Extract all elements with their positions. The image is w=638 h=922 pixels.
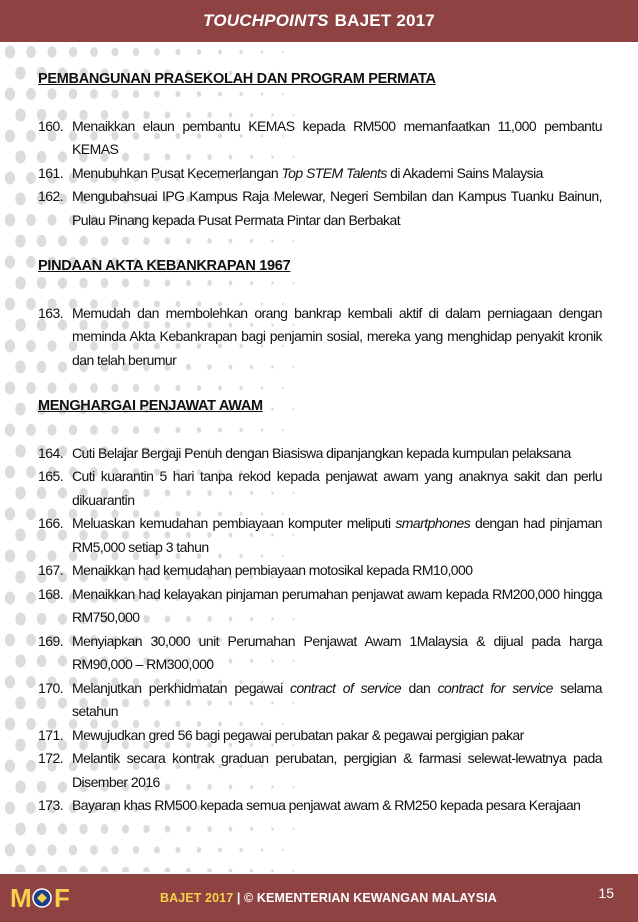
pattern-dot — [282, 51, 284, 53]
item-number: 170. — [38, 679, 64, 696]
pattern-dot — [26, 676, 36, 688]
item-number: 162. — [38, 188, 64, 204]
item-emphasis: contract of service — [290, 679, 402, 696]
pattern-dot — [26, 844, 36, 856]
pattern-dot — [5, 508, 15, 521]
item-text: Menubuhkan Pusat Kecemerlangan Top STEM Talents di Akademi Sains Malaysia — [72, 164, 543, 181]
pattern-dot — [207, 868, 212, 872]
pattern-dot — [37, 823, 47, 835]
header-touchpoints: TOUCHPOINTS — [203, 11, 329, 30]
item-number: 163. — [38, 304, 64, 321]
list-item — [38, 185, 602, 232]
pattern-dot — [5, 46, 15, 59]
pattern-dot — [5, 760, 15, 773]
pattern-dot — [101, 866, 109, 872]
pattern-dot — [197, 847, 202, 853]
pattern-dot — [165, 867, 171, 872]
pattern-dot — [15, 109, 25, 122]
pattern-dot — [26, 298, 36, 310]
pattern-dot — [47, 844, 56, 855]
item-number: 167. — [38, 562, 64, 578]
pattern-dot — [26, 256, 36, 268]
pattern-dot — [122, 867, 129, 872]
item-text: Cuti Belajar Bergaji Penuh dengan Biasiswa dipanjangkan kepada kumpulan pelaksana — [72, 444, 571, 461]
item-number: 164. — [38, 444, 64, 461]
pattern-dot — [5, 550, 15, 563]
pattern-dot — [282, 849, 284, 851]
list-item — [38, 724, 602, 748]
pattern-dot — [26, 382, 36, 394]
pattern-dot — [5, 718, 15, 731]
footer-caption: BAJET 2017 | © KEMENTERIAN KEWANGAN MALAYSIA — [160, 891, 497, 905]
pattern-dot — [5, 340, 15, 353]
item-number: 166. — [38, 515, 64, 531]
logo-letter-m: M — [10, 883, 32, 913]
pattern-dot — [15, 571, 25, 584]
pattern-dot — [15, 445, 25, 458]
page-number: 15 — [598, 885, 614, 901]
pattern-dot — [90, 845, 98, 855]
list-item — [38, 442, 602, 466]
list-item — [38, 583, 602, 630]
item-emphasis: contract for service — [437, 679, 553, 696]
pattern-dot — [261, 50, 264, 53]
list-item — [38, 162, 602, 186]
item-number: 172. — [38, 750, 64, 766]
list-item — [38, 677, 602, 724]
item-text: Menaikkan had kelayakan pinjaman perumahan penjawat awam kepada RM200,000 hingga RM750,000 — [72, 585, 602, 625]
pattern-dot — [15, 529, 25, 542]
pattern-dot — [15, 739, 25, 752]
pattern-dot — [15, 277, 25, 290]
list-item — [38, 747, 602, 794]
pattern-dot — [15, 151, 25, 164]
pattern-dot — [122, 825, 129, 834]
list-item — [38, 559, 602, 583]
header-bajet: BAJET 2017 — [334, 11, 435, 30]
pattern-dot — [26, 46, 36, 58]
pattern-dot — [5, 634, 15, 647]
pattern-dot — [5, 298, 15, 311]
pattern-dot — [15, 67, 25, 80]
pattern-dot — [5, 172, 15, 185]
item-text: Meluaskan kemudahan pembiayaan komputer meliputi smartphones dengan had pinjaman RM5,000 setiap 3 tahun — [72, 515, 602, 555]
item-text: Menaikkan had kemudahan pembiayaan motosikal kepada RM10,000 — [72, 562, 473, 578]
pattern-dot — [229, 827, 233, 832]
pattern-dot — [207, 826, 212, 832]
pattern-dot — [26, 508, 36, 520]
page-footer — [0, 874, 638, 922]
list-item — [38, 115, 602, 162]
pattern-dot — [5, 424, 15, 437]
pattern-dot — [133, 846, 140, 854]
pattern-dot — [271, 869, 274, 872]
list-item — [38, 302, 602, 373]
pattern-dot — [5, 466, 15, 479]
pattern-dot — [15, 697, 25, 710]
pattern-dot — [26, 466, 36, 478]
pattern-dot — [111, 846, 118, 855]
pattern-dot — [186, 826, 191, 833]
pattern-dot — [175, 847, 180, 854]
item-emphasis: Top STEM Talents — [281, 164, 387, 181]
pattern-dot — [165, 825, 171, 832]
pattern-dot — [15, 403, 25, 416]
pattern-dot — [58, 823, 67, 834]
pattern-dot — [26, 214, 36, 226]
pattern-dot — [271, 827, 274, 830]
item-emphasis: smartphones — [395, 515, 471, 531]
pattern-dot — [218, 50, 222, 55]
list-item — [38, 794, 602, 818]
pattern-dot — [15, 487, 25, 500]
pattern-dot — [15, 613, 25, 626]
pattern-dot — [5, 676, 15, 689]
pattern-dot — [26, 634, 36, 646]
pattern-dot — [26, 172, 36, 184]
logo-letter-f: F — [54, 883, 70, 913]
pattern-dot — [5, 130, 15, 143]
pattern-dot — [218, 848, 222, 853]
item-number: 160. — [38, 117, 64, 134]
pattern-dot — [175, 49, 180, 56]
section-heading: MENGHARGAI PENJAWAT AWAM — [38, 398, 263, 414]
pattern-dot — [26, 424, 36, 436]
item-number: 168. — [38, 585, 64, 602]
pattern-dot — [261, 848, 264, 851]
pattern-dot — [15, 361, 25, 374]
pattern-dot — [69, 845, 77, 856]
pattern-dot — [101, 824, 109, 834]
footer-copyright: © KEMENTERIAN KEWANGAN MALAYSIA — [244, 891, 497, 905]
footer-year: BAJET 2017 — [160, 891, 234, 905]
item-number: 169. — [38, 632, 64, 649]
list-item — [38, 512, 602, 559]
item-text: Menaikkan elaun pembantu KEMAS kepada RM500 memanfaatkan 11,000 pembantu KEMAS — [72, 117, 602, 157]
pattern-dot — [5, 382, 15, 395]
pattern-dot — [229, 869, 233, 872]
pattern-dot — [15, 865, 25, 873]
pattern-dot — [197, 49, 202, 55]
pattern-dot — [5, 214, 15, 227]
pattern-dot — [15, 655, 25, 668]
pattern-dot — [239, 50, 242, 54]
pattern-dot — [26, 550, 36, 562]
item-text: Memudah dan membolehkan orang bankrap kembali aktif di dalam perniagaan dengan meminda Akta Kebankrapan bagi penjamin sosial, mereka yang menghidap penyakit kronik dan telah berumur — [72, 304, 602, 368]
item-number: 165. — [38, 468, 64, 484]
pattern-dot — [15, 319, 25, 332]
pattern-dot — [133, 48, 140, 56]
pattern-dot — [79, 824, 87, 835]
pattern-dot — [37, 865, 47, 872]
item-text: Melanjutkan perkhidmatan pegawai contract of service dan contract for service selama setahun — [72, 679, 603, 719]
pattern-dot — [26, 340, 36, 352]
section-heading: PINDAAN AKTA KEBANKRAPAN 1967 — [38, 258, 291, 274]
pattern-dot — [15, 193, 25, 206]
pattern-dot — [26, 760, 36, 772]
list-item — [38, 630, 602, 677]
pattern-dot — [26, 130, 36, 142]
item-number: 161. — [38, 164, 64, 181]
item-text: Cuti kuarantin 5 hari tanpa rekod kepada penjawat awam yang anaknya sakit dan perlu dikuarantin — [72, 468, 602, 508]
item-text: Menyiapkan 30,000 unit Perumahan Penjawat Awam 1Malaysia & dijual pada harga RM90,000 – RM300,000 — [72, 632, 602, 672]
pattern-dot — [154, 846, 160, 853]
section-heading: PEMBANGUNAN PRASEKOLAH DAN PROGRAM PERMATA — [38, 71, 436, 87]
pattern-dot — [26, 592, 36, 604]
pattern-dot — [5, 844, 15, 857]
pattern-dot — [293, 870, 295, 872]
pattern-dot — [26, 718, 36, 730]
item-text: Mewujudkan gred 56 bagi pegawai perubatan pakar & pegawai pergigian pakar — [72, 726, 524, 743]
item-text: Melantik secara kontrak graduan perubatan, pergigian & farmasi selewat-lewatnya pada Disember 2016 — [72, 750, 602, 790]
pattern-dot — [143, 825, 150, 833]
pattern-dot — [250, 869, 253, 872]
pattern-dot — [293, 828, 295, 830]
pattern-dot — [239, 848, 242, 852]
item-number: 173. — [38, 797, 64, 813]
pattern-dot — [15, 781, 25, 794]
pattern-dot — [26, 88, 36, 100]
pattern-dot — [5, 88, 15, 101]
pattern-dot — [5, 592, 15, 605]
pattern-dot — [250, 827, 253, 831]
logo-emblem-icon — [32, 888, 52, 908]
item-text: Mengubahsuai IPG Kampus Raja Melewar, Negeri Sembilan dan Kampus Tuanku Bainun, Pulau Pinang kepada Pusat Permata Pintar dan Berbakat — [72, 188, 602, 228]
pattern-dot — [5, 802, 15, 815]
pattern-dot — [26, 802, 36, 814]
page-header — [0, 0, 638, 42]
mof-logo — [10, 884, 72, 912]
list-item — [38, 465, 602, 512]
pattern-dot — [5, 256, 15, 269]
page-content — [38, 56, 602, 818]
pattern-dot — [143, 867, 150, 872]
pattern-dot — [186, 868, 191, 872]
item-text: Bayaran khas RM500 kepada semua penjawat awam & RM250 kepada pesara Kerajaan — [72, 797, 581, 813]
pattern-dot — [79, 866, 87, 872]
pattern-dot — [58, 865, 67, 872]
pattern-dot — [154, 48, 160, 55]
item-number: 171. — [38, 726, 64, 743]
pattern-dot — [15, 823, 25, 836]
pattern-dot — [15, 235, 25, 248]
